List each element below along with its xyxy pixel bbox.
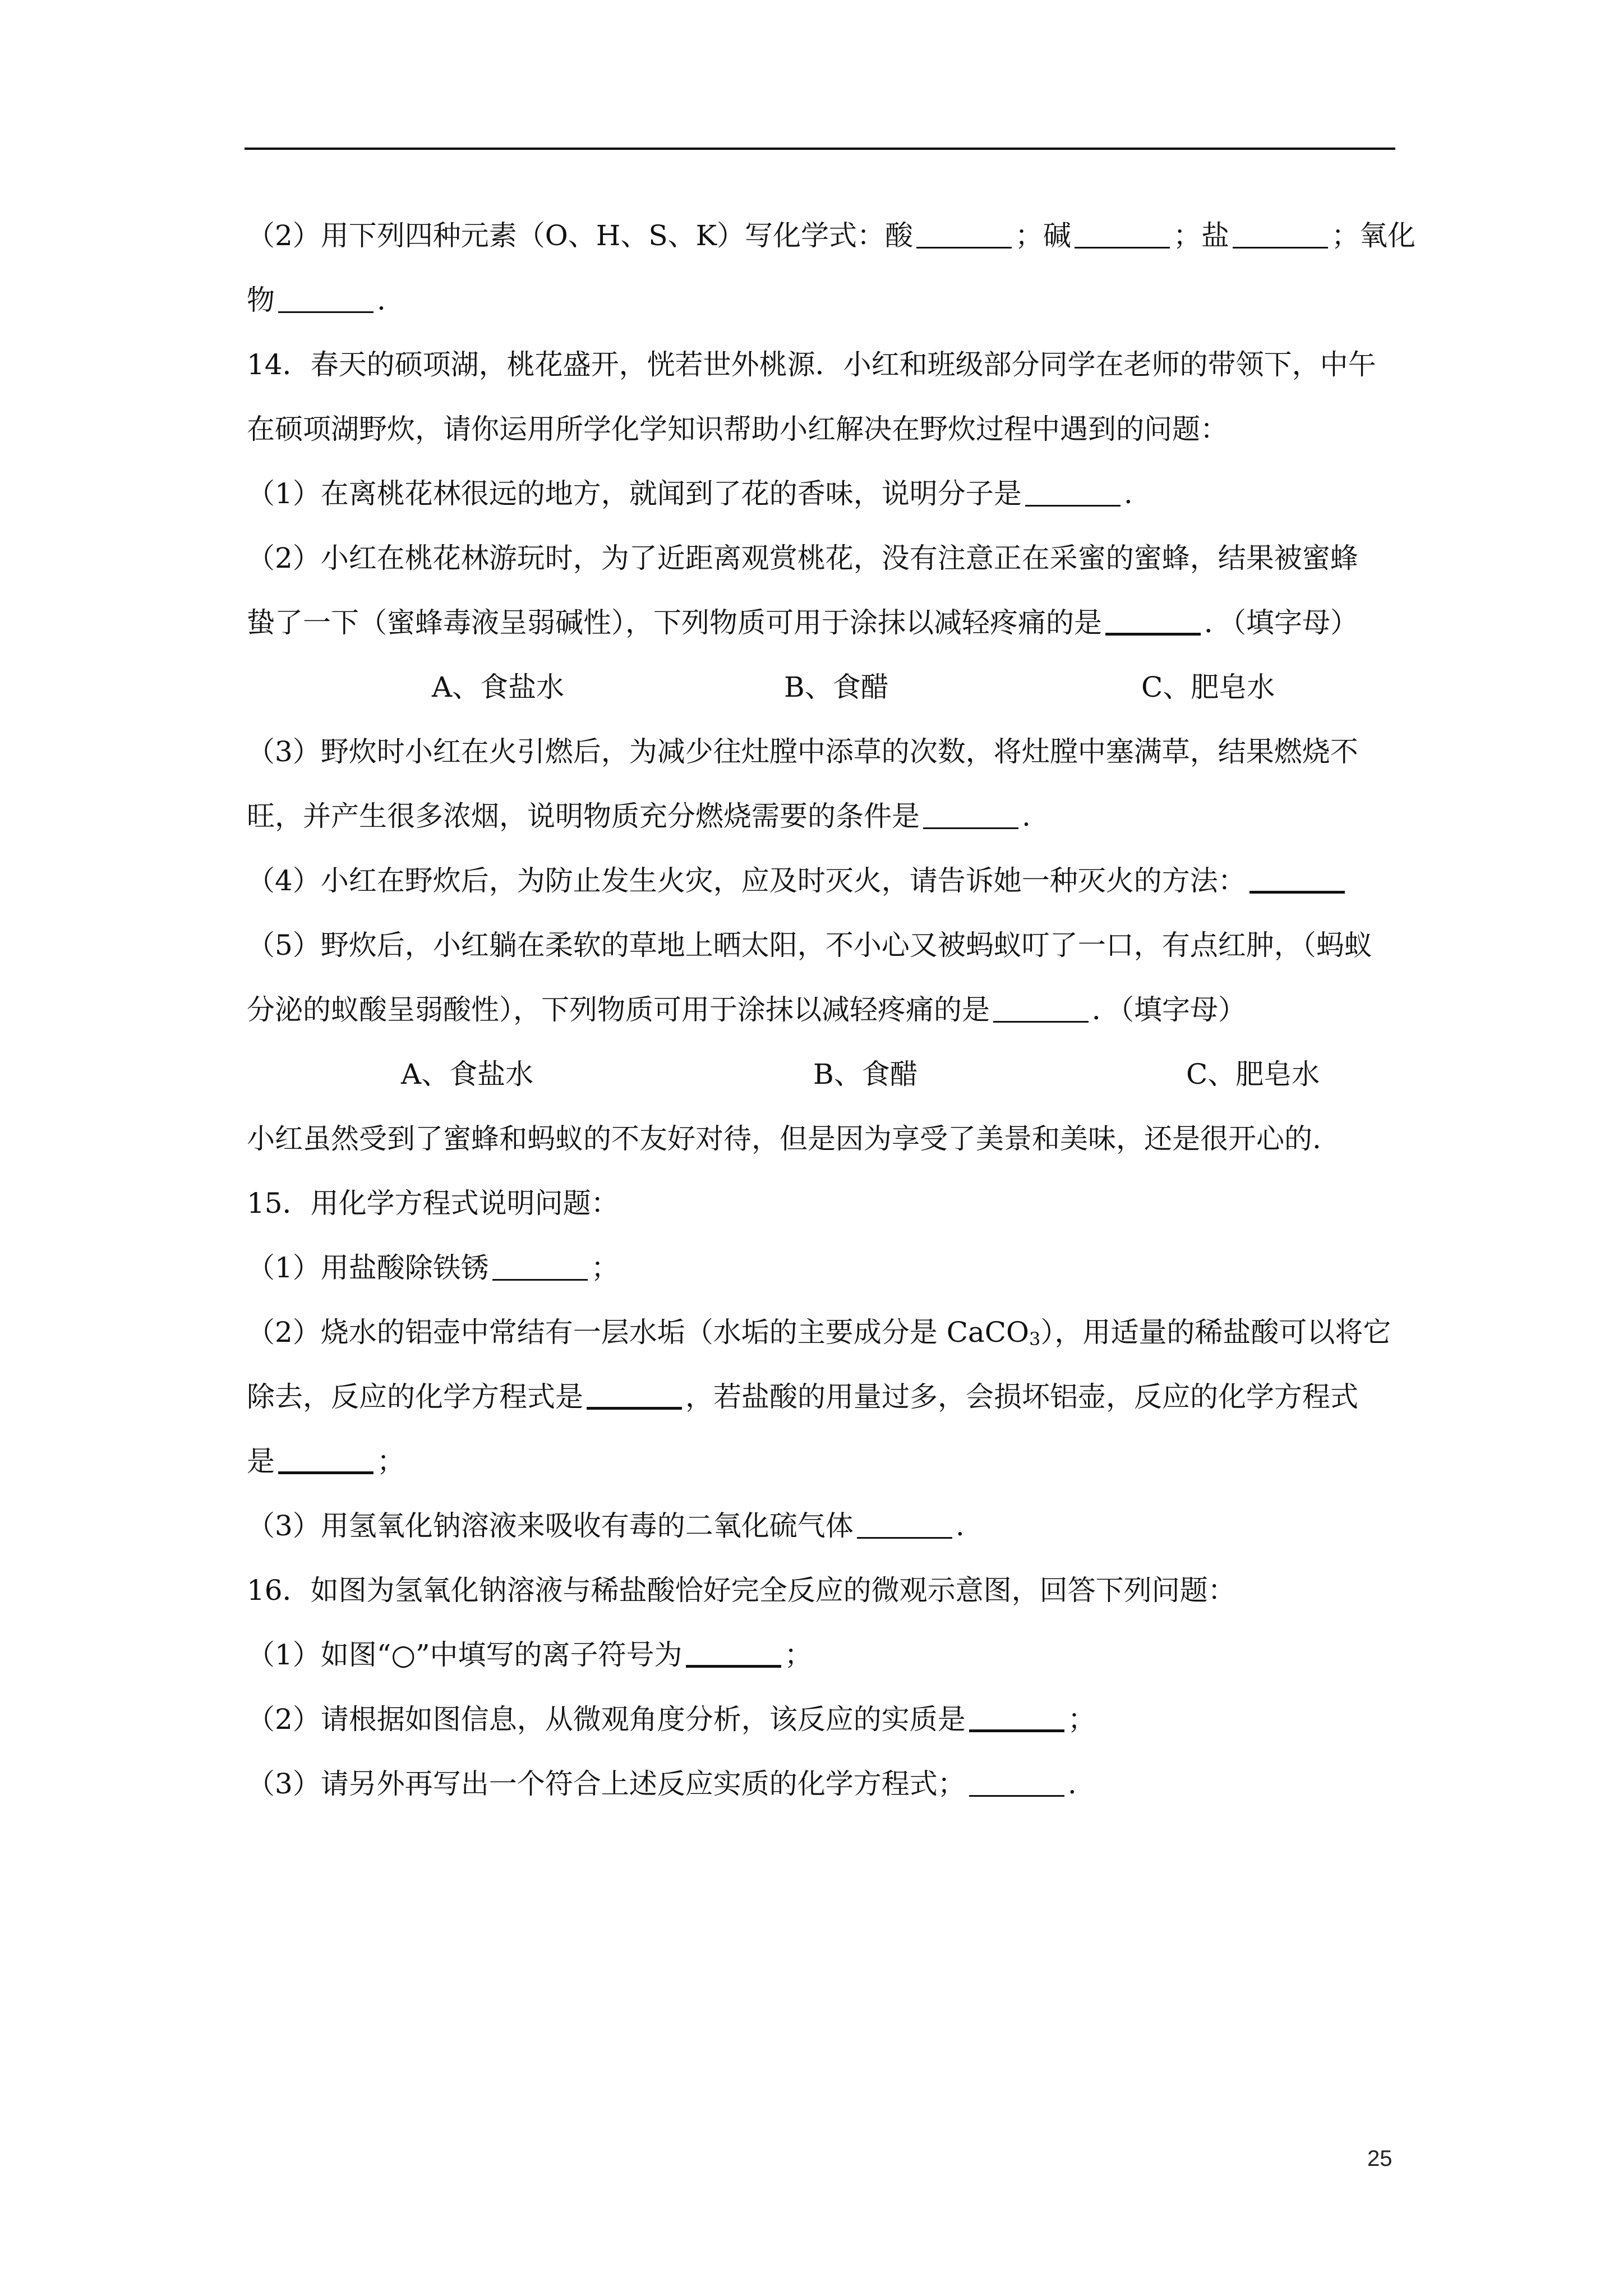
answer-blank[interactable] — [993, 993, 1089, 1023]
question-text: （1）如图“○”中填写的离子符号为 — [247, 1639, 683, 1671]
q14-part2-options — [247, 655, 1402, 720]
option-c[interactable]: C、肥皂水 — [1141, 671, 1275, 703]
answer-blank[interactable] — [686, 1637, 781, 1668]
q14-part2-line2 — [247, 591, 1402, 655]
option-c[interactable]: C、肥皂水 — [1186, 1058, 1320, 1091]
q14-part2-line1: （2）小红在桃花林游玩时，为了近距离观赏桃花，没有注意正在采蜜的蜜蜂，结果被蜜蜂 — [247, 542, 1358, 574]
answer-blank[interactable] — [923, 799, 1018, 829]
question-text: . — [955, 1510, 965, 1542]
question-text: ，若盐酸的用量过多，会损坏铝壶，反应的化学方程式 — [685, 1381, 1358, 1413]
option-b[interactable]: B、食醋 — [813, 1058, 918, 1091]
q14-closing: 小红虽然受到了蜜蜂和蚂蚁的不友好对待，但是因为享受了美景和美味，还是很开心的. — [247, 1122, 1321, 1155]
q14-part3-line2 — [247, 784, 1402, 849]
question-text: ；盐 — [1173, 219, 1230, 252]
answer-blank[interactable] — [492, 1251, 588, 1281]
q14-part5-line2 — [247, 978, 1402, 1042]
q14-stem-line2: 在硕项湖野炊，请你运用所学化学知识帮助小红解决在野炊过程中遇到的问题： — [247, 413, 1228, 445]
question-text: ．（填字母） — [1204, 606, 1358, 639]
answer-blank[interactable] — [278, 1443, 374, 1474]
question-text: 旺，并产生很多浓烟，说明物质充分燃烧需要的条件是 — [247, 800, 920, 832]
option-a[interactable]: A、食盐水 — [432, 671, 565, 703]
answer-blank[interactable] — [1249, 863, 1345, 894]
option-b[interactable]: B、食醋 — [784, 671, 889, 703]
answer-blank-acid[interactable] — [916, 219, 1012, 249]
question-text: （2）用下列四种元素（O、H、S、K）写化学式：酸 — [247, 219, 914, 252]
question-text: 是 — [247, 1445, 275, 1478]
q13-part2-line2 — [247, 268, 1402, 333]
q15-part2-line3 — [247, 1429, 1402, 1494]
option-a[interactable]: A、食盐水 — [401, 1058, 534, 1091]
q16-part3 — [247, 1752, 1402, 1816]
q14-part5-options — [247, 1042, 1402, 1107]
question-text: （2）请根据如图信息，从微观角度分析，该反应的实质是 — [247, 1703, 966, 1736]
answer-blank-base[interactable] — [1075, 219, 1170, 249]
question-text: （2）烧水的铝壶中常结有一层水垢（水垢的主要成分是 CaCO — [247, 1316, 1030, 1349]
q14-part4 — [247, 849, 1402, 913]
question-text: （4）小红在野炊后，为防止发生火灾，应及时灭火，请告诉她一种灭火的方法： — [247, 864, 1246, 897]
q15-stem: 15．用化学方程式说明问题： — [247, 1187, 619, 1220]
question-text: （3）请另外再写出一个符合上述反应实质的化学方程式； — [247, 1768, 966, 1800]
question-text: ； — [784, 1639, 813, 1671]
question-text: . — [1022, 800, 1031, 832]
answer-blank[interactable] — [969, 1767, 1064, 1797]
question-text: ； — [591, 1251, 619, 1284]
q16-stem: 16．如图为氢氧化钠溶液与稀盐酸恰好完全反应的微观示意图，回答下列问题： — [247, 1574, 1236, 1607]
question-text: 物 — [247, 284, 275, 316]
question-text: ； — [377, 1445, 405, 1478]
question-text: 分泌的蚁酸呈弱酸性），下列物质可用于涂抹以减轻疼痛的是 — [247, 993, 990, 1026]
answer-blank-oxide[interactable] — [278, 283, 374, 313]
answer-blank[interactable] — [1025, 477, 1121, 507]
question-text: （1）用盐酸除铁锈 — [247, 1251, 489, 1284]
answer-blank[interactable] — [587, 1379, 682, 1410]
question-text: ；氧化 — [1331, 219, 1416, 252]
question-text: . — [377, 284, 386, 316]
page-number: 25 — [1367, 2146, 1393, 2171]
q14-stem-line1: 14．春天的硕项湖，桃花盛开，恍若世外桃源．小红和班级部分同学在老师的带领下，中午 — [247, 348, 1376, 381]
q15-part2-line1 — [247, 1300, 1402, 1365]
q16-part2 — [247, 1687, 1402, 1752]
answer-blank[interactable] — [969, 1701, 1064, 1732]
header-rule — [245, 148, 1395, 150]
question-text: . — [1067, 1768, 1077, 1800]
q15-part3 — [247, 1494, 1402, 1558]
question-text: 蛰了一下（蜜蜂毒液呈弱碱性），下列物质可用于涂抹以减轻疼痛的是 — [247, 606, 1102, 639]
question-text: ．（填字母） — [1092, 993, 1246, 1026]
subscript: 3 — [1029, 1328, 1041, 1350]
question-text: （3）用氢氧化钠溶液来吸收有毒的二氧化硫气体 — [247, 1510, 854, 1542]
question-text: ），用适量的稀盐酸可以将它 — [1040, 1316, 1391, 1349]
q15-part1 — [247, 1236, 1402, 1300]
q14-part5-line1: （5）野炊后，小红躺在柔软的草地上晒太阳，不小心又被蚂蚁叮了一口，有点红肿，（蚂蚁 — [247, 929, 1372, 961]
question-text: 除去，反应的化学方程式是 — [247, 1381, 583, 1413]
question-text: （1）在离桃花林很远的地方，就闻到了花的香味，说明分子是 — [247, 477, 1022, 510]
question-text: ；碱 — [1015, 219, 1072, 252]
answer-blank-salt[interactable] — [1233, 219, 1328, 249]
question-text: ； — [1067, 1703, 1096, 1736]
q14-part1 — [247, 462, 1402, 526]
q15-part2-line2 — [247, 1365, 1402, 1429]
q14-part3-line1: （3）野炊时小红在火引燃后，为减少往灶膛中添草的次数，将灶膛中塞满草，结果燃烧不 — [247, 735, 1358, 768]
q16-part1 — [247, 1623, 1402, 1687]
question-text: . — [1123, 477, 1133, 510]
q13-part2-line1 — [247, 204, 1416, 268]
answer-blank[interactable] — [857, 1509, 952, 1539]
page-content — [247, 204, 1416, 1816]
answer-blank[interactable] — [1105, 605, 1201, 636]
